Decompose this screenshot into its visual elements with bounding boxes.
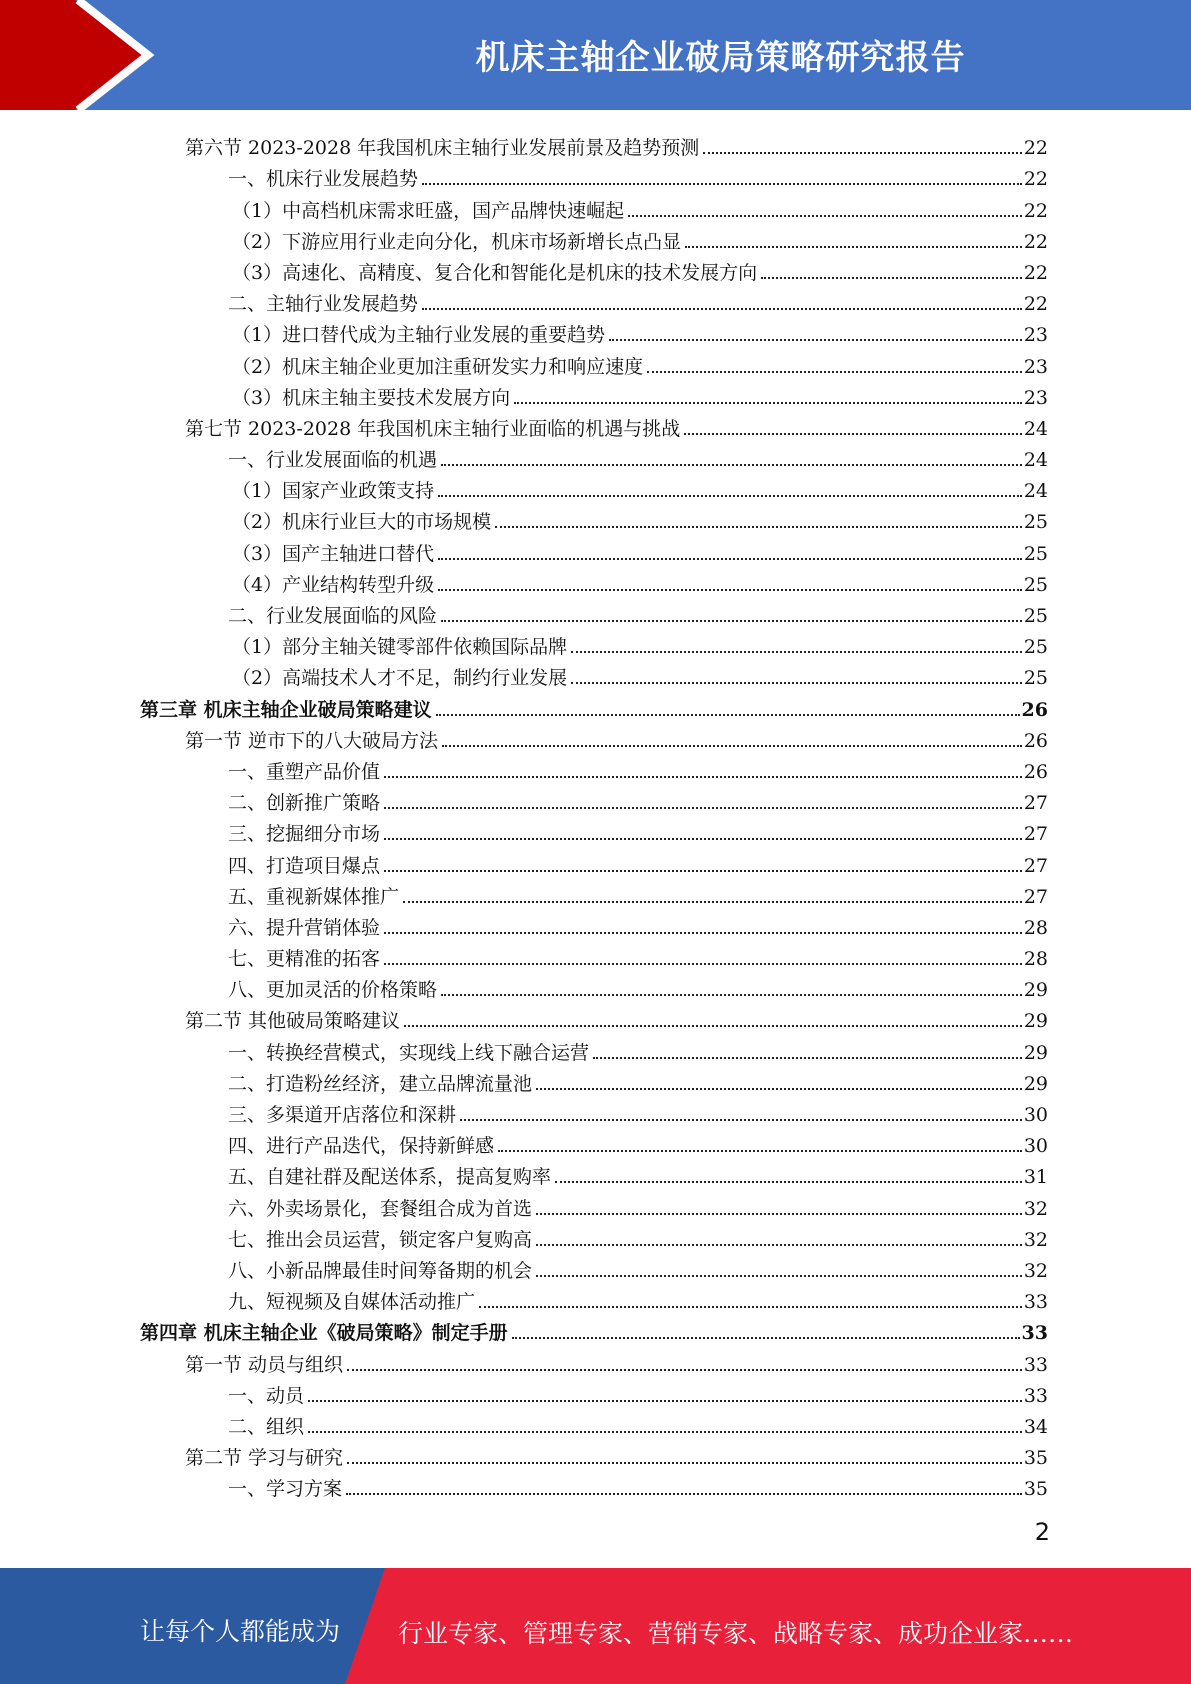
toc-entry[interactable] xyxy=(140,938,1048,969)
toc-entry-page: 22 xyxy=(1023,261,1048,284)
toc-entry-title: （2）下游应用行业走向分化，机床市场新增长点凸显 xyxy=(232,230,682,253)
toc-leader-dots xyxy=(479,1306,1022,1308)
toc-entry-title: （3）国产主轴进口替代 xyxy=(232,542,435,565)
toc-leader-dots xyxy=(347,1369,1022,1371)
toc-entry-page: 30 xyxy=(1023,1104,1048,1126)
toc-entry[interactable] xyxy=(140,345,1048,376)
toc-entry-title: 八、更加灵活的价格策略 xyxy=(228,979,438,1002)
toc-entry[interactable] xyxy=(140,1406,1048,1437)
toc-entry[interactable] xyxy=(140,564,1048,595)
toc-entry[interactable] xyxy=(140,751,1048,782)
toc-entry-page: 22 xyxy=(1023,168,1048,191)
toc-entry-page: 32 xyxy=(1023,1197,1048,1220)
toc-entry[interactable] xyxy=(140,1468,1048,1499)
toc-entry-title: 六、外卖场景化，套餐组合成为首选 xyxy=(228,1197,533,1220)
toc-entry-title: 第一节 动员与组织 xyxy=(185,1353,344,1376)
toc-entry[interactable] xyxy=(140,907,1048,938)
toc-entry[interactable] xyxy=(140,1156,1048,1187)
toc-entry[interactable] xyxy=(140,1375,1048,1406)
toc-leader-dots xyxy=(685,246,1022,248)
toc-entry-title: 一、转换经营模式，实现线上线下融合运营 xyxy=(228,1041,590,1064)
toc-entry[interactable] xyxy=(140,408,1048,439)
toc-entry[interactable] xyxy=(140,1063,1048,1094)
toc-entry-title: （2）高端技术人才不足，制约行业发展 xyxy=(232,667,568,690)
toc-entry[interactable] xyxy=(140,439,1048,470)
toc-entry-page: 24 xyxy=(1023,417,1048,440)
toc-leader-dots xyxy=(571,682,1022,684)
toc-entry-page: 35 xyxy=(1023,1447,1048,1470)
toc-entry-title: 一、学习方案 xyxy=(228,1478,343,1501)
toc-leader-dots xyxy=(347,1462,1022,1464)
toc-leader-dots xyxy=(536,1213,1022,1215)
report-title: 机床主轴企业破局策略研究报告 xyxy=(475,38,966,78)
footer-slogan-right: 行业专家、管理专家、营销专家、战略专家、成功企业家…… xyxy=(398,1619,1074,1648)
toc-entry-title: 一、机床行业发展趋势 xyxy=(228,168,419,191)
toc-leader-dots xyxy=(512,1337,1020,1339)
toc-leader-dots xyxy=(438,589,1022,591)
toc-leader-dots xyxy=(628,215,1022,217)
toc-entry[interactable] xyxy=(140,158,1048,189)
toc-entry[interactable] xyxy=(140,595,1048,626)
toc-leader-dots xyxy=(571,651,1022,653)
toc-entry-page: 26 xyxy=(1021,698,1048,721)
toc-leader-dots xyxy=(761,277,1022,279)
toc-entry[interactable] xyxy=(140,1000,1048,1031)
page-footer xyxy=(0,1568,1191,1684)
toc-entry-page: 25 xyxy=(1023,605,1048,627)
toc-leader-dots xyxy=(703,152,1022,154)
toc-entry-title: 二、行业发展面临的风险 xyxy=(228,605,438,627)
toc-leader-dots xyxy=(442,745,1022,747)
toc-leader-dots xyxy=(308,1431,1022,1433)
toc-entry[interactable] xyxy=(140,314,1048,345)
page-number: 2 xyxy=(1034,1518,1050,1546)
toc-entry-page: 25 xyxy=(1023,667,1048,690)
toc-entry-page: 27 xyxy=(1023,854,1048,877)
toc-entry-page: 23 xyxy=(1023,386,1048,409)
toc-entry-page: 24 xyxy=(1023,449,1048,472)
toc-leader-dots xyxy=(684,433,1022,435)
toc-entry-title: 二、打造粉丝经济，建立品牌流量池 xyxy=(228,1072,533,1095)
toc-entry-title: （1）部分主轴关键零部件依赖国际品牌 xyxy=(232,636,568,659)
toc-entry[interactable] xyxy=(140,501,1048,532)
toc-entry-title: 三、多渠道开店落位和深耕 xyxy=(228,1104,457,1126)
toc-entry[interactable] xyxy=(140,252,1048,283)
toc-entry-title: 六、提升营销体验 xyxy=(228,916,381,939)
toc-entry-page: 33 xyxy=(1023,1384,1048,1407)
toc-entry[interactable] xyxy=(140,532,1048,563)
toc-leader-dots xyxy=(441,464,1022,466)
toc-entry-title: 第六节 2023-2028 年我国机床主轴行业发展前景及趋势预测 xyxy=(185,137,700,160)
toc-entry-page: 33 xyxy=(1021,1322,1048,1345)
toc-leader-dots xyxy=(536,1244,1022,1246)
toc-entry-title: 五、自建社群及配送体系，提高复购率 xyxy=(228,1166,552,1189)
toc-entry[interactable] xyxy=(140,626,1048,657)
toc-entry[interactable] xyxy=(140,969,1048,1000)
toc-entry-title: 第三章 机床主轴企业破局策略建议 xyxy=(140,698,432,721)
toc-leader-dots xyxy=(460,1119,1022,1121)
toc-entry-page: 27 xyxy=(1023,823,1048,846)
toc-leader-dots xyxy=(536,1275,1022,1277)
toc-entry[interactable] xyxy=(140,377,1048,408)
toc-entry[interactable] xyxy=(140,1031,1048,1062)
toc-leader-dots xyxy=(422,183,1022,185)
toc-entry[interactable] xyxy=(140,1312,1048,1343)
toc-leader-dots xyxy=(346,1493,1022,1495)
toc-leader-dots xyxy=(441,994,1022,996)
toc-leader-dots xyxy=(384,838,1022,840)
toc-leader-dots xyxy=(647,371,1022,373)
toc-leader-dots xyxy=(536,1088,1022,1090)
toc-entry-title: 八、小新品牌最佳时间筹备期的机会 xyxy=(228,1259,533,1282)
toc-entry-title: 第二节 学习与研究 xyxy=(185,1447,344,1470)
toc-entry[interactable] xyxy=(140,876,1048,907)
toc-entry[interactable] xyxy=(140,1125,1048,1156)
toc-entry[interactable] xyxy=(140,1094,1048,1125)
toc-entry-title: 二、组织 xyxy=(228,1415,305,1438)
toc-entry-page: 28 xyxy=(1023,916,1048,939)
toc-entry-title: （1）中高档机床需求旺盛，国产品牌快速崛起 xyxy=(232,199,625,222)
toc-entry-title: （2）机床行业巨大的市场规模 xyxy=(232,511,492,534)
toc-leader-dots xyxy=(514,402,1022,404)
toc-entry-page: 25 xyxy=(1023,573,1048,596)
toc-entry-page: 35 xyxy=(1023,1478,1048,1501)
toc-leader-dots xyxy=(403,901,1022,903)
toc-entry-page: 26 xyxy=(1023,760,1048,783)
toc-entry-page: 28 xyxy=(1023,948,1048,971)
toc-entry[interactable] xyxy=(140,1281,1048,1312)
toc-entry-page: 25 xyxy=(1023,511,1048,534)
toc-entry-title: （4）产业结构转型升级 xyxy=(232,573,435,596)
toc-entry-page: 32 xyxy=(1023,1259,1048,1282)
toc-entry-title: （3）高速化、高精度、复合化和智能化是机床的技术发展方向 xyxy=(232,261,758,284)
toc-entry-title: 二、主轴行业发展趋势 xyxy=(228,293,419,316)
toc-leader-dots xyxy=(384,963,1022,965)
toc-leader-dots xyxy=(441,620,1022,622)
toc-entry[interactable] xyxy=(140,1250,1048,1281)
toc-leader-dots xyxy=(308,1400,1022,1402)
toc-entry-page: 22 xyxy=(1023,293,1048,316)
toc-entry-page: 33 xyxy=(1023,1353,1048,1376)
toc-entry-title: （2）机床主轴企业更加注重研发实力和响应速度 xyxy=(232,355,644,378)
toc-entry[interactable] xyxy=(140,1219,1048,1250)
toc-entry-page: 27 xyxy=(1023,792,1048,815)
toc-leader-dots xyxy=(593,1057,1022,1059)
toc-entry-title: 三、挖掘细分市场 xyxy=(228,823,381,846)
toc-entry-page: 29 xyxy=(1023,1010,1048,1033)
toc-entry-title: 九、短视频及自媒体活动推广 xyxy=(228,1291,476,1314)
toc-entry-page: 27 xyxy=(1023,885,1048,908)
toc-entry[interactable] xyxy=(140,657,1048,688)
toc-entry[interactable] xyxy=(140,813,1048,844)
toc-entry[interactable] xyxy=(140,1187,1048,1218)
page-header xyxy=(0,0,1191,110)
toc-entry[interactable] xyxy=(140,189,1048,220)
toc-entry[interactable] xyxy=(140,844,1048,875)
toc-entry-page: 22 xyxy=(1023,199,1048,222)
toc-entry-page: 31 xyxy=(1023,1166,1048,1189)
toc-entry-title: 四、打造项目爆点 xyxy=(228,854,381,877)
toc-entry[interactable] xyxy=(140,127,1048,158)
toc-leader-dots xyxy=(438,495,1022,497)
toc-leader-dots xyxy=(555,1181,1022,1183)
toc-entry-page: 22 xyxy=(1023,230,1048,253)
toc-entry-page: 34 xyxy=(1023,1415,1048,1438)
toc-entry[interactable] xyxy=(140,688,1048,719)
toc-leader-dots xyxy=(404,1025,1022,1027)
toc-entry-page: 23 xyxy=(1023,324,1048,347)
toc-leader-dots xyxy=(384,807,1022,809)
toc-entry-page: 25 xyxy=(1023,636,1048,659)
toc-entry-page: 25 xyxy=(1023,542,1048,565)
toc-entry-page: 29 xyxy=(1023,1072,1048,1095)
toc-entry[interactable] xyxy=(140,1437,1048,1468)
toc-entry-title: 五、重视新媒体推广 xyxy=(228,885,400,908)
toc-entry-page: 23 xyxy=(1023,355,1048,378)
toc-entry-title: 二、创新推广策略 xyxy=(228,792,381,815)
toc-entry-title: （1）进口替代成为主轴行业发展的重要趋势 xyxy=(232,324,606,347)
toc-entry[interactable] xyxy=(140,720,1048,751)
toc-entry-page: 22 xyxy=(1023,137,1048,160)
footer-slogan-left: 让每个人都能成为 xyxy=(140,1617,341,1646)
toc-entry[interactable] xyxy=(140,782,1048,813)
toc-entry-title: 第一节 逆市下的八大破局方法 xyxy=(185,729,439,752)
toc-leader-dots xyxy=(436,714,1020,716)
toc-entry-title: 第七节 2023-2028 年我国机床主轴行业面临的机遇与挑战 xyxy=(185,417,681,440)
toc-entry[interactable] xyxy=(140,221,1048,252)
toc-entry-title: 一、行业发展面临的机遇 xyxy=(228,449,438,472)
toc-entry[interactable] xyxy=(140,1343,1048,1374)
toc-entry[interactable] xyxy=(140,470,1048,501)
toc-leader-dots xyxy=(498,1150,1022,1152)
toc-leader-dots xyxy=(495,526,1022,528)
toc-entry-page: 32 xyxy=(1023,1228,1048,1251)
toc-entry-page: 33 xyxy=(1023,1291,1048,1314)
toc-entry-title: 一、动员 xyxy=(228,1384,305,1407)
toc-leader-dots xyxy=(609,339,1022,341)
toc-entry-title: 四、进行产品迭代，保持新鲜感 xyxy=(228,1135,495,1158)
toc-entry-page: 24 xyxy=(1023,480,1048,503)
toc-entry-page: 26 xyxy=(1023,729,1048,752)
toc-entry-page: 29 xyxy=(1023,979,1048,1002)
toc-entry-title: 七、更精准的拓客 xyxy=(228,948,381,971)
toc-leader-dots xyxy=(384,932,1022,934)
toc-entry-title: 第四章 机床主轴企业《破局策略》制定手册 xyxy=(140,1322,508,1345)
toc-entry-title: 一、重塑产品价值 xyxy=(228,760,381,783)
toc-leader-dots xyxy=(384,776,1022,778)
toc-entry-title: 七、推出会员运营，锁定客户复购高 xyxy=(228,1228,533,1251)
table-of-contents xyxy=(140,127,1048,1499)
toc-entry-title: （1）国家产业政策支持 xyxy=(232,480,435,503)
toc-leader-dots xyxy=(422,308,1022,310)
toc-entry-page: 29 xyxy=(1023,1041,1048,1064)
toc-entry[interactable] xyxy=(140,283,1048,314)
toc-entry-title: 第二节 其他破局策略建议 xyxy=(185,1010,401,1033)
toc-entry-page: 30 xyxy=(1023,1135,1048,1158)
toc-entry-title: （3）机床主轴主要技术发展方向 xyxy=(232,386,511,409)
toc-leader-dots xyxy=(384,870,1022,872)
toc-leader-dots xyxy=(438,558,1022,560)
